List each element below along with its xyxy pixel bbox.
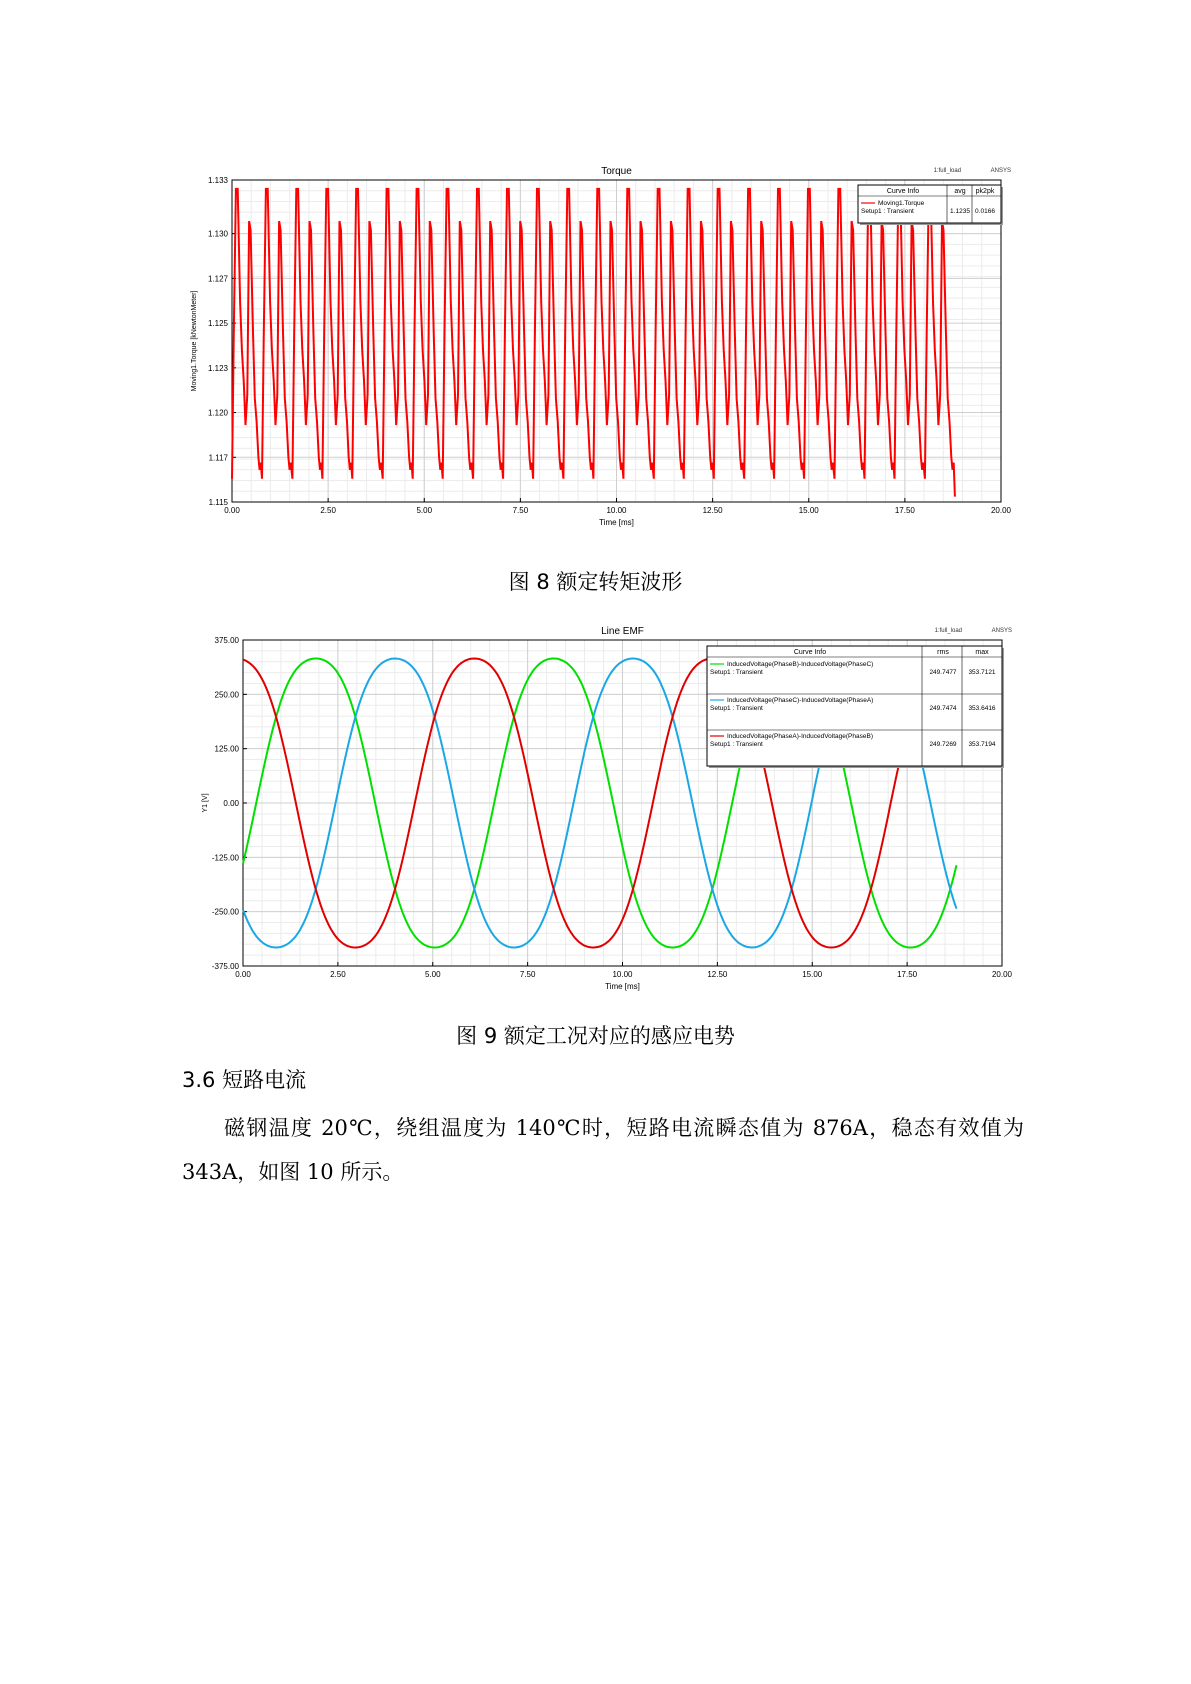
torque-x-tick-label: 10.00 xyxy=(606,506,627,515)
torque-brand: ANSYS xyxy=(990,168,1011,174)
torque-x-axis-label: Time [ms] xyxy=(599,518,634,527)
torque-y-tick-label: 1.117 xyxy=(208,453,228,463)
emf-x-tick-label: 17.50 xyxy=(897,970,918,979)
torque-legend-value: 1.1235 xyxy=(950,208,970,215)
torque-title: Torque xyxy=(601,166,632,177)
figure-9-caption: 图 9 额定工况对应的感应电势 xyxy=(456,1024,735,1048)
emf-x-axis-label: Time [ms] xyxy=(605,982,640,991)
torque-x-tick-label: 15.00 xyxy=(798,506,819,515)
emf-legend-name: InducedVoltage(PhaseB)-InducedVoltage(PhaseC) xyxy=(727,661,874,668)
emf-chart-svg xyxy=(0,615,1191,995)
torque-legend-setup: Setup1 : Transient xyxy=(861,208,914,215)
emf-y-tick-label: -250.00 xyxy=(211,907,239,917)
emf-title: Line EMF xyxy=(601,626,644,637)
emf-legend-name: InducedVoltage(PhaseC)-InducedVoltage(PhaseA) xyxy=(727,697,874,704)
torque-legend-header: avg xyxy=(954,188,966,195)
torque-x-tick-label: 12.50 xyxy=(702,506,723,515)
emf-x-tick-label: 12.50 xyxy=(707,970,728,979)
emf-legend-setup: Setup1 : Transient xyxy=(710,705,763,712)
emf-x-tick-label: 2.50 xyxy=(330,970,346,979)
emf-x-tick-label: 5.00 xyxy=(424,970,441,979)
torque-legend-value: 0.0166 xyxy=(975,208,995,215)
torque-y-tick-label: 1.115 xyxy=(208,498,228,507)
emf-legend-value: 249.7474 xyxy=(929,705,957,712)
torque-chart xyxy=(0,160,1191,540)
torque-x-tick-label: 7.50 xyxy=(512,506,529,515)
torque-x-tick-label: 2.50 xyxy=(320,506,336,515)
figure-8-caption: 图 8 额定转矩波形 xyxy=(508,570,683,594)
section-heading: 3.6 短路电流 xyxy=(182,1068,307,1092)
emf-y-tick-label: 375.00 xyxy=(214,636,239,645)
emf-x-tick-label: 0.00 xyxy=(235,970,251,979)
torque-legend-header: pk2pk xyxy=(975,188,995,195)
emf-legend-value: 249.7269 xyxy=(929,741,957,748)
emf-legend-value: 353.7121 xyxy=(968,669,996,676)
emf-y-tick-label: -375.00 xyxy=(211,962,239,971)
torque-x-tick-label: 17.50 xyxy=(894,506,915,515)
torque-corner-label: 1:full_load xyxy=(933,168,961,174)
emf-y-tick-label: 0.00 xyxy=(223,799,239,808)
emf-legend-header: max xyxy=(975,649,989,656)
emf-x-tick-label: 15.00 xyxy=(802,970,823,979)
emf-legend-setup: Setup1 : Transient xyxy=(710,741,763,748)
torque-legend-header: Curve Info xyxy=(886,188,920,195)
emf-legend-value: 353.6416 xyxy=(968,705,996,712)
torque-y-tick-label: 1.125 xyxy=(207,319,228,329)
torque-y-tick-label: 1.123 xyxy=(207,363,228,373)
torque-y-tick-label: 1.127 xyxy=(207,274,228,284)
emf-brand: ANSYS xyxy=(991,628,1012,634)
emf-chart xyxy=(0,615,1191,995)
emf-legend-value: 249.7477 xyxy=(929,669,957,676)
emf-corner-label: 1:full_load xyxy=(934,628,962,634)
torque-y-tick-label: 1.130 xyxy=(207,229,228,239)
torque-legend-name: Moving1.Torque xyxy=(878,200,925,207)
section-paragraph: 磁钢温度 20℃，绕组温度为 140℃时，短路电流瞬态值为 876A，稳态有效值为 343A，如图 10 所示。 xyxy=(182,1116,1024,1184)
emf-legend-name: InducedVoltage(PhaseA)-InducedVoltage(PhaseB) xyxy=(727,733,873,740)
emf-legend-value: 353.7194 xyxy=(968,741,996,748)
emf-legend-header: rms xyxy=(937,649,949,656)
emf-x-tick-label: 7.50 xyxy=(519,970,536,979)
torque-x-tick-label: 5.00 xyxy=(416,506,433,515)
torque-y-axis-label: Moving1.Torque [kNewtonMeter] xyxy=(191,290,198,392)
torque-x-tick-label: 0.00 xyxy=(224,506,240,515)
emf-legend-header: Curve Info xyxy=(793,649,827,656)
emf-y-tick-label: -125.00 xyxy=(211,853,239,863)
emf-x-tick-label: 20.00 xyxy=(991,970,1013,979)
emf-legend-setup: Setup1 : Transient xyxy=(710,669,763,676)
torque-y-tick-label: 1.133 xyxy=(207,176,228,185)
emf-y-axis-label: Y1 [V] xyxy=(202,793,209,813)
torque-chart-svg xyxy=(0,160,1191,540)
torque-series-line xyxy=(232,189,955,497)
emf-x-tick-label: 10.00 xyxy=(612,970,633,979)
emf-y-tick-label: 250.00 xyxy=(214,690,239,700)
emf-y-tick-label: 125.00 xyxy=(214,744,239,754)
torque-x-tick-label: 20.00 xyxy=(990,506,1012,515)
torque-y-tick-label: 1.120 xyxy=(207,408,228,418)
